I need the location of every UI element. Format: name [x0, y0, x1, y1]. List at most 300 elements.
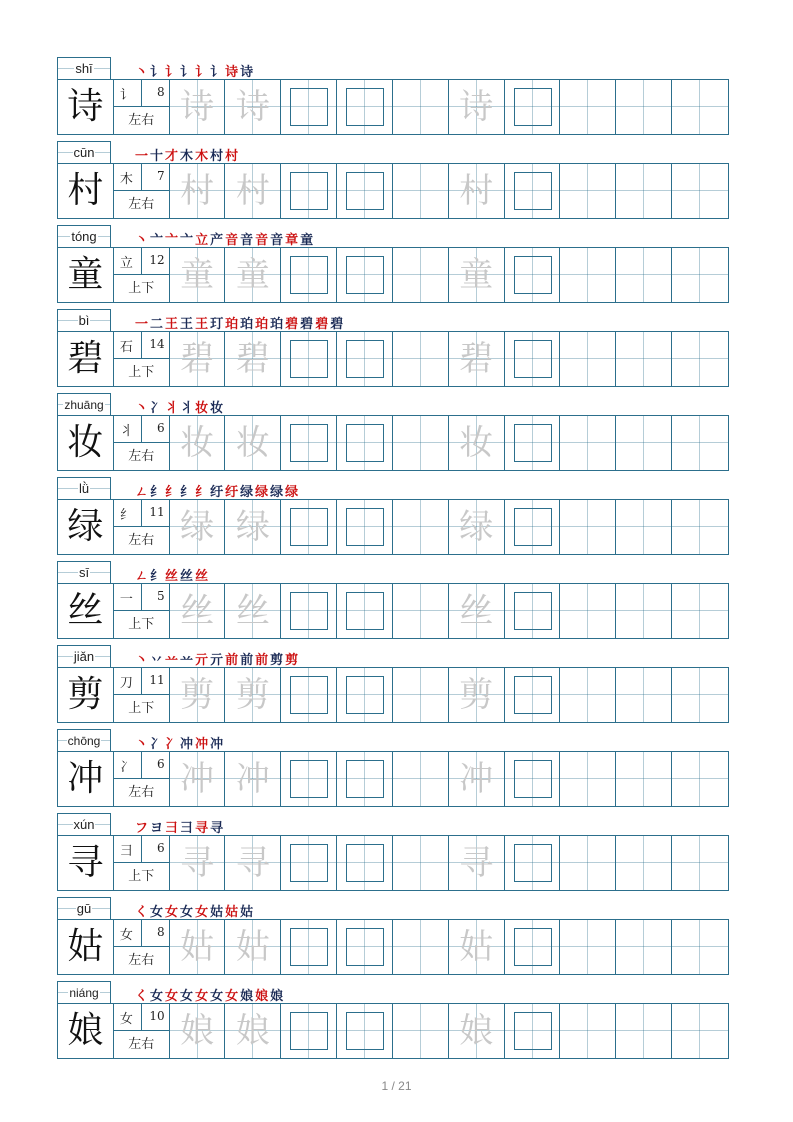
practice-cell[interactable]: [616, 416, 672, 470]
practice-cell[interactable]: [672, 584, 728, 638]
worksheet: [57, 57, 729, 1065]
stroke-step: 丝: [180, 569, 196, 584]
practice-cell[interactable]: [672, 752, 728, 806]
practice-cell[interactable]: [225, 332, 281, 386]
practice-row: [57, 835, 729, 891]
practice-cell[interactable]: [281, 416, 337, 470]
trace-character: 丝: [180, 591, 215, 631]
stroke-count: 6: [157, 757, 165, 771]
practice-cell[interactable]: [393, 500, 449, 554]
inner-box: [514, 844, 552, 882]
character-info: [114, 668, 170, 722]
practice-cell[interactable]: [170, 332, 226, 386]
practice-cell[interactable]: [672, 248, 728, 302]
stroke-step: 音: [255, 233, 271, 248]
stroke-step: 纟: [150, 485, 166, 500]
character-info: [114, 332, 170, 386]
inner-box: [346, 88, 384, 126]
trace-character: 剪: [180, 675, 215, 715]
practice-cell[interactable]: [337, 752, 393, 806]
model-character: 碧: [58, 332, 114, 386]
character-entry: [57, 813, 729, 897]
character-info: [114, 80, 170, 134]
trace-character: 娘: [459, 1011, 494, 1051]
pinyin-box: [57, 729, 111, 751]
stroke-step: 丶: [135, 401, 151, 416]
pinyin-label: zhuāng: [64, 398, 104, 412]
practice-cell[interactable]: [616, 500, 672, 554]
pinyin-label: cūn: [73, 145, 95, 160]
practice-cell[interactable]: [560, 752, 616, 806]
practice-cell[interactable]: [672, 920, 728, 974]
practice-cell[interactable]: [560, 80, 616, 134]
practice-cell[interactable]: [170, 584, 226, 638]
stroke-step: 冲: [180, 737, 196, 752]
stroke-step: 村: [210, 149, 226, 164]
inner-box: [514, 592, 552, 630]
stroke-step: 纟: [195, 485, 211, 500]
structure: 左右: [128, 113, 155, 128]
practice-cell[interactable]: [616, 920, 672, 974]
practice-cell[interactable]: [560, 920, 616, 974]
practice-cell[interactable]: [560, 332, 616, 386]
trace-character: 寻: [459, 843, 494, 883]
practice-cell[interactable]: [505, 332, 561, 386]
practice-cell[interactable]: [560, 584, 616, 638]
inner-box: [346, 256, 384, 294]
stroke-step: 妆: [210, 401, 226, 416]
inner-box: [290, 928, 328, 966]
stroke-step: 亠: [165, 233, 181, 248]
practice-cell[interactable]: [281, 164, 337, 218]
practice-cell[interactable]: [281, 920, 337, 974]
radical: 丬: [119, 424, 133, 439]
radical: 女: [119, 1012, 133, 1027]
trace-character: 妆: [180, 423, 215, 463]
trace-character: 冲: [235, 759, 270, 799]
stroke-order: [135, 817, 225, 835]
practice-cell[interactable]: [672, 416, 728, 470]
practice-cell[interactable]: [505, 584, 561, 638]
practice-cell[interactable]: [672, 164, 728, 218]
practice-cell[interactable]: [281, 80, 337, 134]
radical: 立: [119, 256, 133, 271]
practice-row: [57, 667, 729, 723]
practice-cell[interactable]: [225, 164, 281, 218]
stroke-step: 王: [180, 317, 196, 332]
trace-character: 剪: [459, 675, 494, 715]
practice-cell[interactable]: [337, 332, 393, 386]
practice-cell[interactable]: [672, 332, 728, 386]
trace-character: 童: [180, 255, 215, 295]
stroke-step: 绿: [270, 485, 286, 500]
practice-cell[interactable]: [281, 836, 337, 890]
stroke-count: 12: [149, 253, 165, 267]
practice-cell[interactable]: [449, 164, 505, 218]
practice-cell[interactable]: [616, 584, 672, 638]
trace-character: 碧: [180, 339, 215, 379]
stroke-step: 彐: [165, 821, 181, 836]
practice-cell[interactable]: [393, 668, 449, 722]
practice-cell[interactable]: [560, 500, 616, 554]
practice-cell[interactable]: [505, 836, 561, 890]
inner-box: [346, 928, 384, 966]
practice-cell[interactable]: [281, 752, 337, 806]
trace-character: 姑: [180, 927, 215, 967]
character-entry: [57, 309, 729, 393]
stroke-step: 诗: [240, 65, 256, 80]
practice-cell[interactable]: [616, 1004, 672, 1058]
practice-cell[interactable]: [337, 416, 393, 470]
stroke-step: 丬: [180, 401, 196, 416]
stroke-step: 产: [210, 233, 226, 248]
pinyin-label: xún: [73, 817, 95, 832]
practice-row: [57, 1003, 729, 1059]
inner-box: [514, 1012, 552, 1050]
practice-row: [57, 163, 729, 219]
practice-cell[interactable]: [393, 1004, 449, 1058]
inner-box: [514, 760, 552, 798]
stroke-step: 女: [150, 905, 166, 920]
stroke-step: 冫: [150, 401, 166, 416]
practice-cell[interactable]: [449, 332, 505, 386]
trace-character: 村: [459, 171, 494, 211]
stroke-order: [135, 481, 300, 499]
stroke-step: 章: [285, 233, 301, 248]
practice-cell[interactable]: [225, 752, 281, 806]
practice-cell[interactable]: [449, 248, 505, 302]
pinyin-box: [57, 813, 111, 835]
practice-cell[interactable]: [337, 164, 393, 218]
model-character: 寻: [58, 836, 114, 890]
structure: 左右: [128, 449, 155, 464]
practice-cell[interactable]: [170, 164, 226, 218]
practice-cell[interactable]: [170, 1004, 226, 1058]
practice-cell[interactable]: [170, 248, 226, 302]
inner-box: [514, 424, 552, 462]
practice-cell[interactable]: [225, 1004, 281, 1058]
stroke-step: 冲: [210, 737, 226, 752]
character-entry: [57, 141, 729, 225]
pinyin-box: [57, 57, 111, 79]
practice-cell[interactable]: [672, 668, 728, 722]
stroke-count: 7: [157, 169, 165, 183]
practice-cell[interactable]: [616, 668, 672, 722]
practice-cell[interactable]: [449, 920, 505, 974]
inner-box: [514, 256, 552, 294]
practice-cell[interactable]: [505, 80, 561, 134]
stroke-count: 8: [157, 85, 165, 99]
stroke-step: 音: [270, 233, 286, 248]
inner-box: [514, 172, 552, 210]
practice-cell[interactable]: [170, 836, 226, 890]
stroke-step: 妆: [195, 401, 211, 416]
inner-box: [346, 844, 384, 882]
stroke-step: 女: [165, 989, 181, 1004]
practice-cell[interactable]: [449, 752, 505, 806]
practice-cell[interactable]: [505, 416, 561, 470]
stroke-step: 前: [240, 653, 256, 668]
practice-cell[interactable]: [337, 920, 393, 974]
model-character: 娘: [58, 1004, 114, 1058]
stroke-step: 女: [195, 905, 211, 920]
practice-cell[interactable]: [337, 836, 393, 890]
stroke-step: 绿: [240, 485, 256, 500]
practice-cell[interactable]: [225, 500, 281, 554]
inner-box: [346, 508, 384, 546]
stroke-step: 讠: [165, 65, 181, 80]
practice-cell[interactable]: [225, 584, 281, 638]
stroke-step: 碧: [300, 317, 316, 332]
practice-cell[interactable]: [616, 80, 672, 134]
stroke-step: 绿: [285, 485, 301, 500]
stroke-step: 女: [195, 989, 211, 1004]
practice-cell[interactable]: [672, 500, 728, 554]
stroke-step: 女: [225, 989, 241, 1004]
stroke-step: 珀: [270, 317, 286, 332]
practice-cell[interactable]: [672, 1004, 728, 1058]
trace-character: 寻: [235, 843, 270, 883]
practice-cell[interactable]: [337, 80, 393, 134]
practice-cell[interactable]: [170, 416, 226, 470]
stroke-count: 8: [157, 925, 165, 939]
character-entry: [57, 729, 729, 813]
stroke-step: 女: [165, 905, 181, 920]
practice-cell[interactable]: [170, 500, 226, 554]
practice-cell[interactable]: [449, 668, 505, 722]
practice-cell[interactable]: [337, 584, 393, 638]
practice-cell[interactable]: [560, 668, 616, 722]
character-entry: [57, 561, 729, 645]
practice-cell[interactable]: [560, 164, 616, 218]
character-entry: [57, 897, 729, 981]
stroke-count: 6: [157, 841, 165, 855]
stroke-step: 纟: [180, 485, 196, 500]
practice-cell[interactable]: [281, 584, 337, 638]
stroke-count: 5: [157, 589, 165, 603]
practice-cell[interactable]: [337, 1004, 393, 1058]
inner-box: [290, 592, 328, 630]
stroke-step: 王: [165, 317, 181, 332]
stroke-step: 丝: [165, 569, 181, 584]
pinyin-label: lǜ: [78, 481, 90, 496]
practice-cell[interactable]: [505, 500, 561, 554]
structure: 上下: [128, 365, 155, 380]
trace-character: 诗: [180, 87, 215, 127]
character-entry: [57, 981, 729, 1065]
pinyin-box: [57, 981, 111, 1003]
practice-cell[interactable]: [505, 1004, 561, 1058]
radical: 讠: [119, 88, 133, 103]
practice-cell[interactable]: [337, 248, 393, 302]
practice-cell[interactable]: [170, 920, 226, 974]
practice-cell[interactable]: [672, 836, 728, 890]
stroke-step: 前: [255, 653, 271, 668]
practice-cell[interactable]: [225, 920, 281, 974]
trace-character: 冲: [459, 759, 494, 799]
stroke-step: く: [135, 989, 151, 1004]
practice-cell[interactable]: [281, 500, 337, 554]
trace-character: 诗: [459, 87, 494, 127]
radical: 石: [119, 340, 133, 355]
structure: 左右: [128, 785, 155, 800]
practice-cell[interactable]: [225, 836, 281, 890]
pinyin-box: [57, 225, 111, 247]
model-character: 丝: [58, 584, 114, 638]
inner-box: [290, 424, 328, 462]
practice-cell[interactable]: [393, 584, 449, 638]
practice-cell[interactable]: [337, 668, 393, 722]
practice-cell[interactable]: [393, 416, 449, 470]
stroke-step: 一: [135, 149, 151, 164]
stroke-step: 亠: [150, 233, 166, 248]
practice-cell[interactable]: [505, 920, 561, 974]
practice-cell[interactable]: [449, 500, 505, 554]
page-indicator: 1 / 21: [381, 1079, 412, 1093]
stroke-order: [135, 649, 300, 667]
stroke-step: く: [135, 905, 151, 920]
practice-cell[interactable]: [616, 248, 672, 302]
stroke-step: 碧: [315, 317, 331, 332]
practice-cell[interactable]: [616, 332, 672, 386]
pinyin-label: shī: [75, 61, 93, 76]
practice-cell[interactable]: [449, 80, 505, 134]
structure: 左右: [128, 1037, 155, 1052]
character-info: [114, 248, 170, 302]
pinyin-box: [57, 561, 111, 583]
practice-cell[interactable]: [505, 248, 561, 302]
inner-box: [514, 340, 552, 378]
radical: 彐: [119, 844, 133, 859]
trace-character: 妆: [235, 423, 270, 463]
practice-cell[interactable]: [337, 500, 393, 554]
stroke-order: [135, 397, 225, 415]
stroke-step: 姑: [210, 905, 226, 920]
practice-cell[interactable]: [393, 248, 449, 302]
practice-row: [57, 583, 729, 639]
trace-character: 童: [459, 255, 494, 295]
trace-character: 剪: [235, 675, 270, 715]
practice-cell[interactable]: [449, 584, 505, 638]
practice-cell[interactable]: [616, 752, 672, 806]
trace-character: 绿: [235, 507, 270, 547]
practice-cell[interactable]: [170, 80, 226, 134]
practice-cell[interactable]: [225, 80, 281, 134]
practice-cell[interactable]: [505, 164, 561, 218]
inner-box: [290, 844, 328, 882]
stroke-step: 女: [180, 905, 196, 920]
practice-cell[interactable]: [449, 836, 505, 890]
pinyin-box: [57, 645, 111, 667]
inner-box: [290, 760, 328, 798]
stroke-count: 14: [149, 337, 165, 351]
stroke-step: 娘: [270, 989, 286, 1004]
stroke-step: 剪: [285, 653, 301, 668]
practice-cell[interactable]: [281, 668, 337, 722]
stroke-step: 木: [180, 149, 196, 164]
practice-cell[interactable]: [281, 248, 337, 302]
structure: 上下: [128, 281, 155, 296]
practice-cell[interactable]: [170, 668, 226, 722]
practice-cell[interactable]: [560, 416, 616, 470]
practice-cell[interactable]: [560, 1004, 616, 1058]
inner-box: [290, 676, 328, 714]
practice-cell[interactable]: [393, 752, 449, 806]
practice-cell[interactable]: [616, 164, 672, 218]
stroke-step: 二: [150, 317, 166, 332]
stroke-step: 绿: [255, 485, 271, 500]
practice-cell[interactable]: [225, 248, 281, 302]
model-character: 姑: [58, 920, 114, 974]
stroke-order: [135, 61, 255, 79]
pinyin-label: niáng: [69, 986, 99, 1000]
practice-cell[interactable]: [449, 1004, 505, 1058]
practice-cell[interactable]: [393, 80, 449, 134]
inner-box: [290, 256, 328, 294]
practice-cell[interactable]: [560, 248, 616, 302]
inner-box: [346, 424, 384, 462]
practice-cell[interactable]: [393, 920, 449, 974]
practice-cell[interactable]: [281, 332, 337, 386]
stroke-order: [135, 985, 285, 1003]
practice-cell[interactable]: [505, 668, 561, 722]
stroke-step: 娘: [240, 989, 256, 1004]
practice-cell[interactable]: [225, 668, 281, 722]
character-entry: [57, 225, 729, 309]
practice-cell[interactable]: [505, 752, 561, 806]
stroke-step: 讠: [150, 65, 166, 80]
radical: 女: [119, 928, 133, 943]
practice-row: [57, 919, 729, 975]
practice-cell[interactable]: [393, 836, 449, 890]
practice-cell[interactable]: [170, 752, 226, 806]
stroke-step: 丶: [135, 233, 151, 248]
stroke-step: 丶: [135, 65, 151, 80]
practice-row: [57, 331, 729, 387]
inner-box: [514, 88, 552, 126]
character-info: [114, 164, 170, 218]
trace-character: 绿: [180, 507, 215, 547]
practice-cell[interactable]: [393, 164, 449, 218]
trace-character: 碧: [235, 339, 270, 379]
practice-cell[interactable]: [393, 332, 449, 386]
stroke-step: 姑: [240, 905, 256, 920]
practice-cell[interactable]: [281, 1004, 337, 1058]
practice-cell[interactable]: [449, 416, 505, 470]
practice-cell[interactable]: [616, 836, 672, 890]
radical: 纟: [119, 508, 133, 523]
practice-cell[interactable]: [225, 416, 281, 470]
stroke-step: ㄥ: [135, 485, 151, 500]
trace-character: 娘: [180, 1011, 215, 1051]
practice-cell[interactable]: [560, 836, 616, 890]
stroke-step: 前: [225, 653, 241, 668]
stroke-step: 剪: [270, 653, 286, 668]
inner-box: [290, 508, 328, 546]
inner-box: [290, 340, 328, 378]
stroke-step: 王: [195, 317, 211, 332]
stroke-step: 碧: [285, 317, 301, 332]
practice-cell[interactable]: [672, 80, 728, 134]
stroke-count: 10: [149, 1009, 165, 1023]
pinyin-label: jiǎn: [73, 649, 95, 664]
model-character: 冲: [58, 752, 114, 806]
structure: 上下: [128, 617, 155, 632]
stroke-step: 纟: [165, 485, 181, 500]
pinyin-label: gū: [76, 901, 92, 916]
stroke-step: 立: [195, 233, 211, 248]
stroke-count: 6: [157, 421, 165, 435]
